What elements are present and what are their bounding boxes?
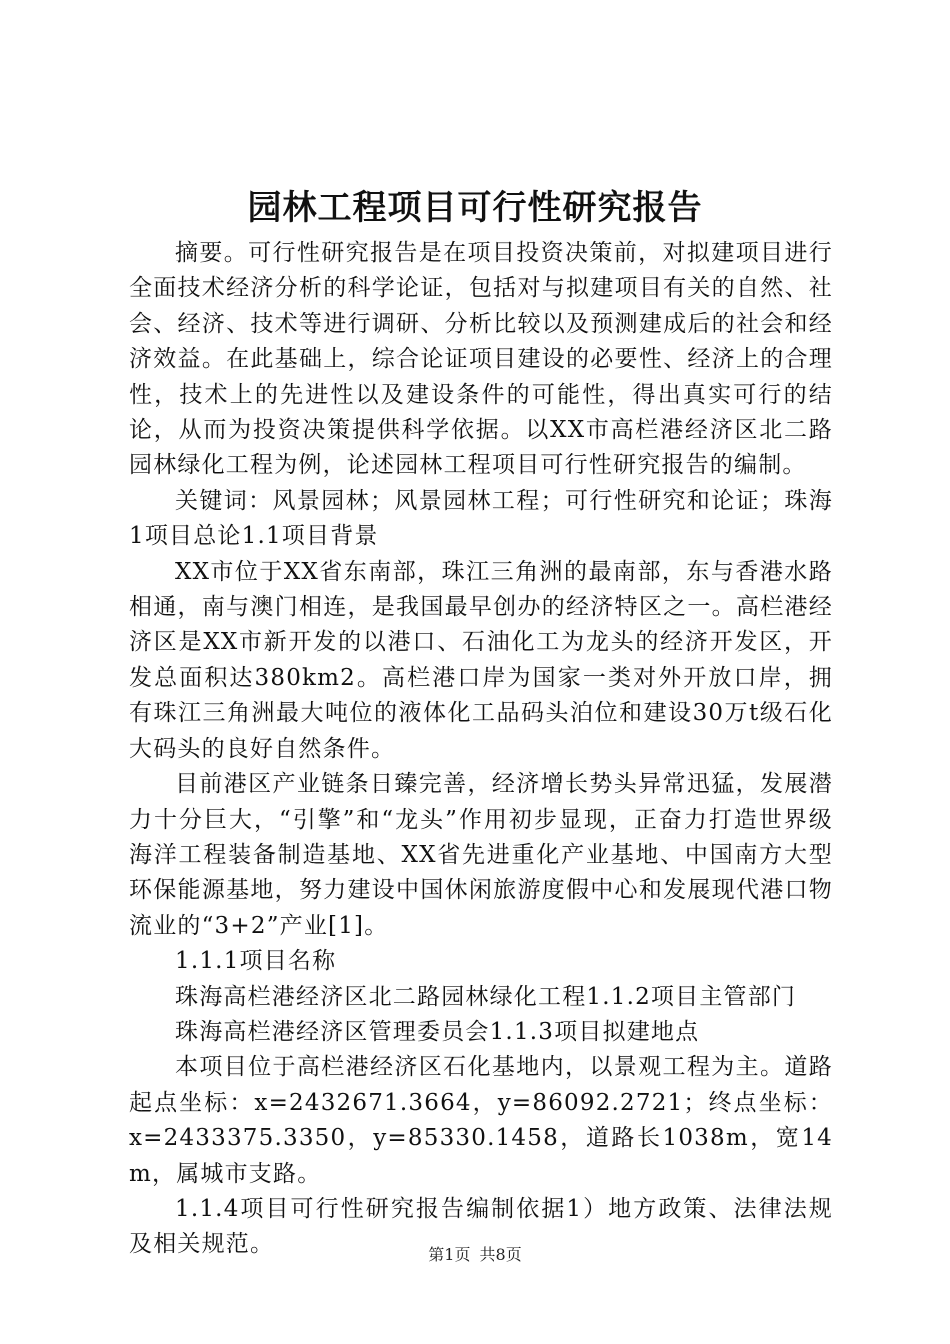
authority-paragraph: 珠海高栏港经济区管理委员会1.1.3项目拟建地点 bbox=[175, 1018, 700, 1045]
industry-paragraph: 目前港区产业链条日臻完善，经济增长势头异常迅猛，发展潜力十分巨大，“引擎”和“龙头”作用初步显现，正奋力打造世界级海洋工程装备制造基地、XX省先进重化产业基地、中国南方大型环保能源基地，努力建设中国休闲旅游度假中心和发展现代港口物流业的“3+2”产业[1]。 bbox=[129, 771, 833, 939]
abstract-paragraph: 摘要。可行性研究报告是在项目投资决策前，对拟建项目进行全面技术经济分析的科学论证，包括对与拟建项目有关的自然、社会、经济、技术等进行调研、分析比较以及预测建成后的社会和经济效益。在此基础上，综合论证项目建设的必要性、经济上的合理性，技术上的先进性以及建设条件的可能性，得出真实可行的结论，从而为投资决策提供科学依据。以XX市高栏港经济区北二路园林绿化工程为例，论述园林工程项目可行性研究报告的编制。 bbox=[129, 240, 833, 479]
page-footer bbox=[0, 1244, 950, 1266]
page-number: 第1页 bbox=[428, 1245, 471, 1264]
location-paragraph: 本项目位于高栏港经济区石化基地内，以景观工程为主。道路起点坐标：x=2432671.3664，y=86092.2721；终点坐标：x=2433375.3350，y=85330.1458，道路长1038m，宽14m，属城市支路。 bbox=[129, 1054, 833, 1187]
background-paragraph: XX市位于XX省东南部，珠江三角洲的最南部，东与香港水路相通，南与澳门相连，是我国最早创办的经济特区之一。高栏港经济区是XX市新开发的以港口、石油化工为龙头的经济开发区，开发总面积达380km2。高栏港口岸为国家一类对外开放口岸，拥有珠江三角洲最大吨位的液体化工品码头泊位和建设30万t级石化大码头的良好自然条件。 bbox=[129, 558, 833, 762]
section-project-name: 1.1.1项目名称 bbox=[175, 948, 337, 975]
document-title: 园林工程项目可行性研究报告 bbox=[247, 188, 703, 228]
document-body bbox=[129, 236, 833, 1263]
keywords-paragraph: 关键词：风景园林；风景园林工程；可行性研究和论证；珠海1项目总论1.1项目背景 bbox=[129, 487, 833, 550]
project-name-paragraph: 珠海高栏港经济区北二路园林绿化工程1.1.2项目主管部门 bbox=[175, 983, 797, 1010]
page-total: 共8页 bbox=[479, 1245, 522, 1264]
basis-paragraph: 1.1.4项目可行性研究报告编制依据1）地方政策、法律法规及相关规范。 bbox=[129, 1195, 833, 1258]
